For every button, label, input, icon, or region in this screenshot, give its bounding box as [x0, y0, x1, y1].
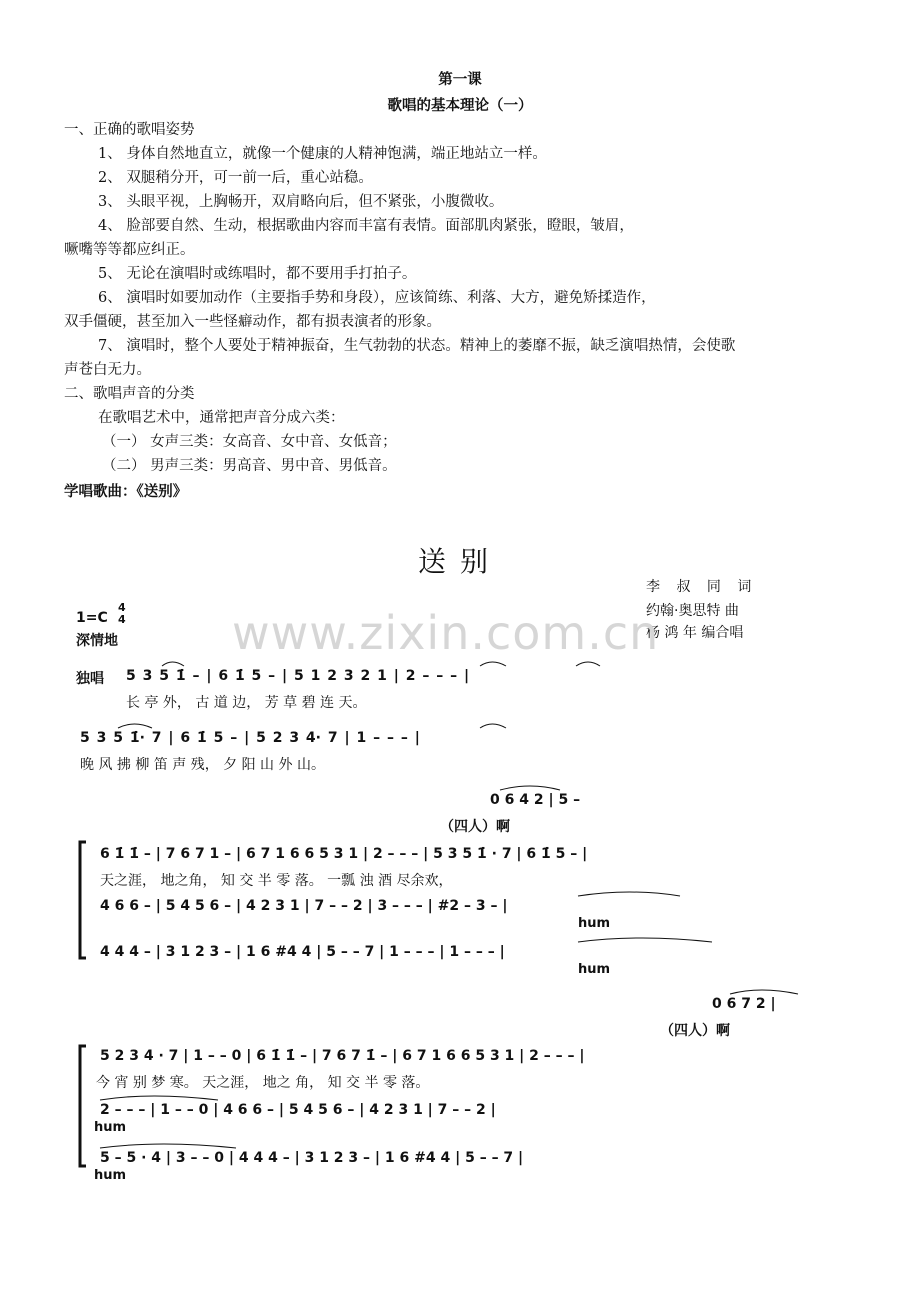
notation-row-3-alto: 4 6 6 – | 5 4 5 6 – | 4 2 3 1 | 7 – – 2 | 3 – – – | #2 – 3 – |: [100, 898, 508, 914]
section2-heading: 二、歌唱声音的分类: [64, 386, 195, 402]
lesson-title: 第一课: [438, 72, 482, 88]
arranger-credit: 杨 鸿 年 编合唱: [646, 625, 744, 641]
pickup-notes-1: 0 6 4 2 | 5 –: [490, 792, 581, 808]
tie: [100, 1144, 236, 1148]
posture-item-4: 4、 脸部要自然、生动，根据歌曲内容而丰富有表情。面部肌肉紧张，瞪眼，皱眉，: [98, 218, 634, 234]
key-signature: 1=C: [76, 610, 108, 626]
posture-item-3: 3、 头眼平视，上胸畅开，双肩略向后，但不紧张，小腹微收。: [98, 194, 504, 210]
slur: [500, 786, 560, 790]
notation-row-3-soprano: 6 1̇ 1̇ – | 7 6 7 1 – | 6 7 1 6 6 5 3 1 | 2 – – – | 5 3 5 1̇ · 7 | 6 1̇ 5 – |: [100, 846, 588, 862]
slur: [480, 662, 506, 666]
notation-row-4-soprano: 5 2 3 4 · 7 | 1 – – 0 | 6 1̇ 1̇ – | 7 6 7 1̇ – | 6 7 1 6 6 5 3 1 | 2 – – – |: [100, 1048, 585, 1064]
slur: [576, 662, 600, 666]
tie: [578, 892, 680, 896]
notation-row-4-bass: 5 – 5 · 4 | 3 – – 0 | 4 4 4 – | 3 1 2 3 – | 1 6 #4 4 | 5 – – 7 |: [100, 1150, 524, 1166]
composer-credit: 约翰·奥思特 曲: [646, 603, 739, 619]
solo-label: 独唱: [76, 671, 104, 687]
four-voices-label-2: （四人）啊: [660, 1023, 730, 1039]
posture-item-6: 6、 演唱时如要加动作（主要指手势和身段），应该简练、利落、大方，避免矫揉造作，: [98, 290, 656, 306]
tie: [578, 938, 712, 942]
hum-label-1: hum: [578, 916, 611, 931]
posture-item-5: 5、 无论在演唱时或练唱时，都不要用手打拍子。: [98, 266, 417, 282]
hum-label-3: hum: [94, 1120, 127, 1135]
notation-row-2: 5 3 5 1̇· 7 | 6 1̇ 5 – | 5 2 3 4· 7 | 1 – – – |: [80, 730, 420, 746]
posture-item-7: 7、 演唱时，整个人要处于精神振奋，生气勃勃的状态。精神上的萎靡不振，缺乏演唱热情，会使歌: [98, 338, 736, 354]
slur: [730, 990, 798, 994]
notation-row-4-alto: 2 – – – | 1 – – 0 | 4 6 6 – | 5 4 5 6 – | 4 2 3 1 | 7 – – 2 |: [100, 1102, 496, 1118]
song-label: 学唱歌曲：《送别》: [64, 484, 188, 500]
voice-class-female: （一） 女声三类：女高音、女中音、女低音；: [102, 434, 397, 450]
lyrics-row-3: 天之涯， 地之角， 知 交 半 零 落。 一瓢 浊 酒 尽余欢，: [100, 873, 453, 889]
four-voices-label-1: （四人）啊: [440, 819, 510, 835]
notation-row-3-bass: 4 4 4 – | 3 1 2 3 – | 1 6 #4 4 | 5 – – 7 | 1 – – – | 1 – – – |: [100, 944, 505, 960]
hum-label-2: hum: [578, 962, 611, 977]
section2-intro: 在歌唱艺术中，通常把声音分成六类：: [98, 410, 345, 426]
posture-item-7-cont: 声苍白无力。: [64, 362, 151, 378]
slur: [162, 662, 184, 666]
time-signature-bottom: 4: [118, 613, 126, 626]
lesson-subtitle: 歌唱的基本理论（一）: [387, 98, 533, 114]
lyrics-row-2: 晚 风 拂 柳 笛 声 残， 夕 阳 山 外 山。: [80, 757, 325, 773]
lyricist-credit: 李 叔 同 词: [646, 579, 758, 595]
posture-item-6-cont: 双手僵硬，甚至加入一些怪癖动作，都有损表演者的形象。: [64, 314, 441, 330]
lyrics-row-4: 今 宵 别 梦 寒。 天之涯， 地之 角， 知 交 半 零 落。: [96, 1075, 430, 1091]
tempo-marking: 深情地: [76, 633, 118, 649]
tie: [100, 1096, 218, 1100]
system-bracket-2: [80, 1046, 86, 1166]
notation-row-1: 5 3 5 1̇ – | 6 1̇ 5 – | 5 1 2 3 2 1 | 2 – – – |: [126, 668, 470, 684]
lyrics-row-1: 长 亭 外， 古 道 边， 芳 草 碧 连 天。: [126, 695, 367, 711]
posture-item-2: 2、 双腿稍分开，可一前一后，重心站稳。: [98, 170, 373, 186]
watermark: www.zixin.com.cn: [232, 606, 660, 660]
voice-class-male: （二） 男声三类：男高音、男中音、男低音。: [102, 458, 397, 474]
song-title: 送别: [417, 545, 502, 578]
section1-heading: 一、正确的歌唱姿势: [64, 122, 195, 138]
slur: [118, 724, 152, 728]
system-bracket-1: [80, 842, 86, 958]
pickup-notes-2: 0 6 7 2 |: [712, 996, 776, 1012]
time-signature-top: 4: [118, 601, 126, 614]
slur: [480, 724, 506, 728]
posture-item-1: 1、 身体自然地直立，就像一个健康的人精神饱满，端正地站立一样。: [98, 146, 547, 162]
hum-label-4: hum: [94, 1168, 127, 1183]
posture-item-4-cont: 噘嘴等等都应纠正。: [64, 242, 195, 258]
